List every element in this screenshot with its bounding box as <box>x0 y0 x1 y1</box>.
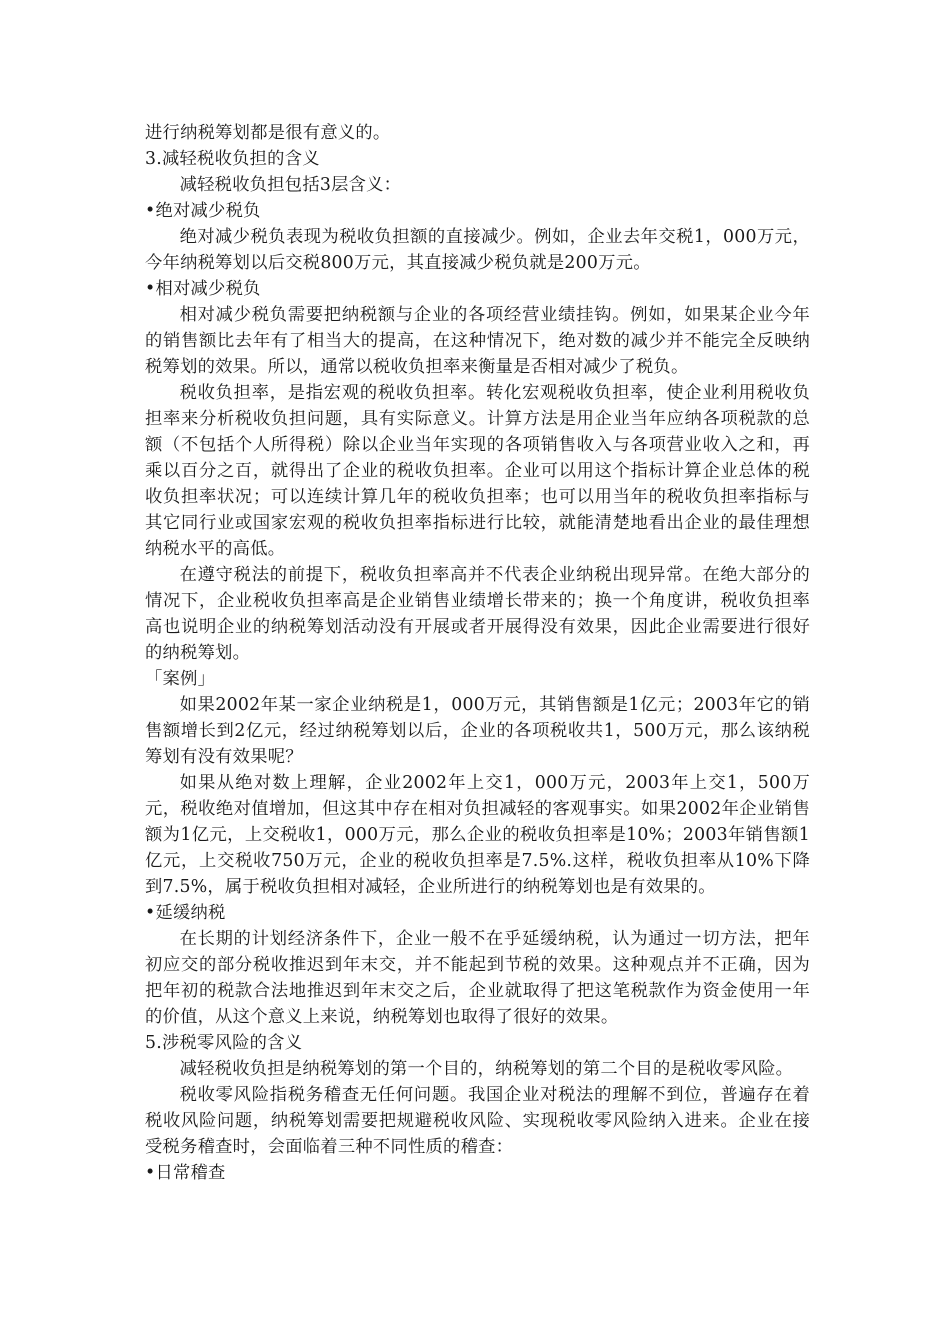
para-high-burden-rate: 在遵守税法的前提下，税收负担率高并不代表企业纳税出现异常。在绝大部分的情况下，企业税收负担率高是企业销售业绩增长带来的；换一个角度讲，税收负担率高也说明企业的纳税筹划活动没有开展或者开展得没有效果，因此企业需要进行很好的纳税筹划。 <box>145 565 810 663</box>
para-intro-continuation: 进行纳税筹划都是很有意义的。 <box>145 123 391 143</box>
para-case-answer: 如果从绝对数上理解，企业2002年上交1，000万元，2003年上交1，500万元，税收绝对值增加，但这其中存在相对负担减轻的客观事实。如果2002年企业销售额为1亿元，上交税收1，000万元，那么企业的税收负担率是10%；2003年销售额1亿元，上交税收750万元，企业的税收负担率是7.5%.这样，税收负担率从10%下降到7.5%，属于税收负担相对减轻，企业所进行的纳税筹划也是有效果的。 <box>145 773 810 897</box>
bullet-absolute-reduction: •绝对减少税负 <box>145 201 261 221</box>
para-deferred-payment: 在长期的计划经济条件下，企业一般不在乎延缓纳税，认为通过一切方法，把年初应交的部分税收推迟到年末交，并不能起到节税的效果。这种观点并不正确，因为把年初的税款合法地推迟到年末交之后，企业就取得了把这笔税款作为资金使用一年的价值，从这个意义上来说，纳税筹划也取得了很好的效果。 <box>145 929 810 1027</box>
bullet-routine-inspection: •日常稽查 <box>145 1163 226 1183</box>
bullet-deferred-payment: •延缓纳税 <box>145 903 226 923</box>
section-heading-5: 5.涉税零风险的含义 <box>145 1033 303 1053</box>
para-second-goal: 减轻税收负担是纳税筹划的第一个目的，纳税筹划的第二个目的是税收零风险。 <box>179 1059 794 1079</box>
para-tax-burden-rate: 税收负担率，是指宏观的税收负担率。转化宏观税收负担率，使企业利用税收负担率来分析税收负担问题，具有实际意义。计算方法是用企业当年应纳各项税款的总额（不包括个人所得税）除以企业当年实现的各项销售收入与各项营业收入之和，再乘以百分之百，就得出了企业的税收负担率。企业可以用这个指标计算企业总体的税收负担率状况；可以连续计算几年的税收负担率；也可以用当年的税收负担率指标与其它同行业或国家宏观的税收负担率指标进行比较，就能清楚地看出企业的最佳理想纳税水平的高低。 <box>145 383 810 559</box>
case-label: 「案例」 <box>145 669 216 689</box>
para-three-meanings: 减轻税收负担包括3层含义： <box>179 175 402 195</box>
document-body <box>145 120 810 1186</box>
bullet-relative-reduction: •相对减少税负 <box>145 279 261 299</box>
section-heading-3: 3.减轻税收负担的含义 <box>145 149 320 169</box>
para-relative-reduction: 相对减少税负需要把纳税额与企业的各项经营业绩挂钩。例如，如果某企业今年的销售额比去年有了相当大的提高，在这种情况下，绝对数的减少并不能完全反映纳税筹划的效果。所以，通常以税收负担率来衡量是否相对减少了税负。 <box>145 305 810 377</box>
para-case-question: 如果2002年某一家企业纳税是1，000万元，其销售额是1亿元；2003年它的销售额增长到2亿元，经过纳税筹划以后，企业的各项税收共1，500万元，那么该纳税筹划有没有效果呢？ <box>145 695 810 767</box>
para-absolute-reduction: 绝对减少税负表现为税收负担额的直接减少。例如，企业去年交税1，000万元，今年纳税筹划以后交税800万元，其直接减少税负就是200万元。 <box>145 227 810 273</box>
para-zero-risk: 税收零风险指税务稽查无任何问题。我国企业对税法的理解不到位，普遍存在着税收风险问题，纳税筹划需要把规避税收风险、实现税收零风险纳入进来。企业在接受税务稽查时，会面临着三种不同性质的稽查： <box>145 1085 810 1157</box>
